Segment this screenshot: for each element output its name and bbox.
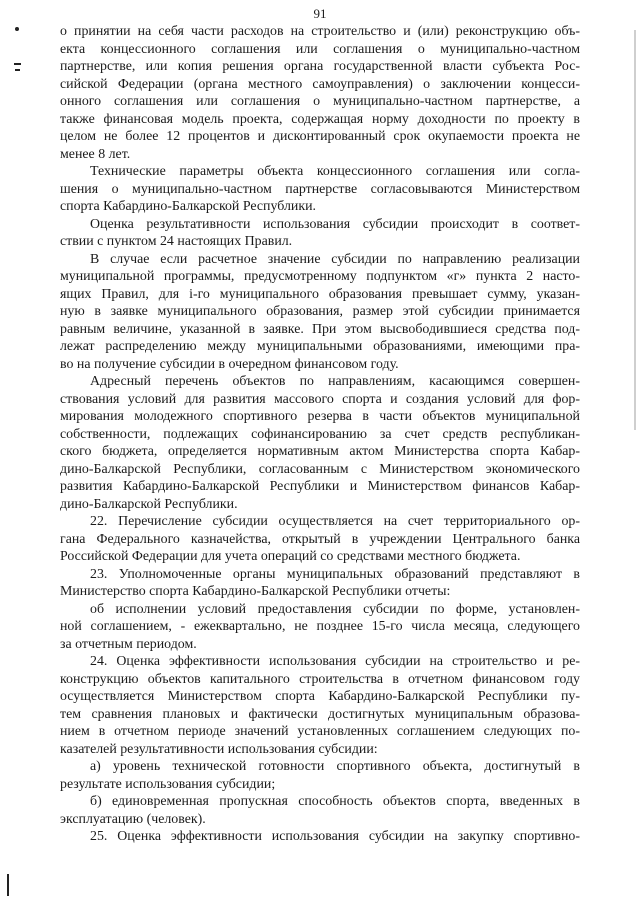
text-line: ствования условий для развития массового спорта и создания условий для фор- [60, 391, 580, 407]
paragraph [60, 513, 580, 566]
text-line: Оценка результативности использования субсидии происходит в соответ- [90, 216, 580, 232]
text-line: целом не более 12 процентов и дисконтированный срок окупаемости проекта не [60, 129, 580, 144]
text-line: онного соглашения или соглашения о муниципально-частном партнерстве, а [60, 94, 580, 109]
text-line: менее 8 лет. [60, 146, 131, 162]
paragraph [60, 566, 580, 601]
text-line: спорта Кабардино-Балкарской Республики. [60, 199, 316, 214]
text-line: результате использования субсидии; [60, 776, 276, 792]
paragraph [60, 601, 580, 654]
scan-speck [7, 874, 9, 896]
text-line: 23. Уполномоченные органы муниципальных образований представляют в [90, 566, 580, 582]
document-body [60, 23, 580, 846]
text-line: ной соглашением, - ежеквартально, не позднее 15-го числа месяца, следующего [60, 619, 580, 634]
paragraph [60, 373, 580, 513]
text-line: 22. Перечисление субсидии осуществляется на счет территориального ор- [90, 514, 580, 529]
page-number: 91 [313, 6, 327, 21]
paragraph [60, 828, 580, 846]
text-line: сийской Федерации (органа местного самоуправления) о заключении концесси- [60, 76, 580, 92]
scan-speck [15, 27, 19, 31]
text-line: Адресный перечень объектов по направлениям, касающимся совершен- [90, 374, 580, 389]
text-line: развития Кабардино-Балкарской Республики и Министерством финансов Кабар- [60, 479, 580, 494]
text-line: ную в заявке муниципального образования, размер этой субсидии принимается [60, 304, 580, 319]
text-line: эксплуатацию (человек). [60, 811, 206, 827]
text-line: ствии с пунктом 24 настоящих Правил. [60, 234, 293, 249]
paragraph [60, 216, 580, 251]
text-line: екта концессионного соглашения или соглашения о муниципально-частном [60, 41, 580, 57]
text-line: 24. Оценка эффективности использования субсидии на строительство и ре- [90, 654, 580, 669]
text-line: мирования молодежного спортивного резерва в части объектов муниципальной [60, 409, 580, 424]
text-line: Российской Федерации для учета операций со средствами местного бюджета. [60, 549, 521, 564]
text-line: во на получение субсидии в очередном финансовом году. [60, 356, 399, 372]
text-line: муниципальной программы, предусмотренному подпунктом «г» пункта 2 насто- [60, 269, 580, 284]
text-line: В случае если расчетное значение субсидии по направлению реализации [90, 251, 580, 267]
text-line: собственности, подлежащих софинансированию за счет средств республикан- [60, 426, 580, 442]
text-line: конструкцию объектов капитального строительства в отчетном финансовом году [60, 671, 580, 687]
text-line: лежат распределению между муниципальными образованиями, имеющими пра- [60, 339, 580, 354]
text-line: осуществляется Министерством спорта Кабардино-Балкарской Республики пу- [60, 689, 580, 704]
text-line: равным величине, указанной в заявке. При этом высвободившиеся средства под- [60, 321, 580, 337]
text-line: казателей результативности использования субсидии: [60, 741, 378, 757]
text-line: Технические параметры объекта концессионного соглашения или согла- [90, 164, 580, 179]
paragraph [60, 23, 580, 163]
paragraph [60, 793, 580, 828]
paragraph [60, 251, 580, 374]
text-line: ящих Правил, для i-го муниципального образования превышает сумму, указан- [60, 286, 580, 302]
scan-edge-shadow [634, 30, 636, 430]
paragraph [60, 163, 580, 216]
scan-speck [14, 63, 21, 65]
text-line: тем сравнения плановых и фактически достигнутых муниципальным образова- [60, 706, 580, 722]
text-line: шения о муниципально-частном партнерстве согласовываются Министерством [60, 181, 580, 197]
paragraph [60, 653, 580, 758]
text-line: Министерство спорта Кабардино-Балкарской Республики отчеты: [60, 584, 451, 599]
text-line: а) уровень технической готовности спортивного объекта, достигнутый в [90, 759, 580, 774]
text-line: дино-Балкарской Республики. [60, 496, 238, 512]
text-line: б) единовременная пропускная способность объектов спорта, введенных в [90, 794, 580, 809]
paragraph [60, 758, 580, 793]
text-line: об исполнении условий предоставления субсидии по форме, установлен- [90, 601, 580, 617]
text-line: также финансовая модель проекта, содержащая норму доходности по проекту в [60, 111, 580, 127]
text-line: за отчетным периодом. [60, 636, 197, 652]
text-line: нием в отчетном периоде значений установленных соглашением следующих по- [60, 724, 580, 739]
scan-speck [15, 69, 20, 71]
text-line: о принятии на себя части расходов на строительство и (или) реконструкцию объ- [60, 24, 580, 39]
text-line: 25. Оценка эффективности использования субсидии на закупку спортивно- [90, 829, 580, 844]
text-line: дино-Балкарской Республики, согласованным с Министерством экономического [60, 461, 580, 477]
text-line: ского бюджета, определяется нормативным актом Министерства спорта Кабар- [60, 444, 580, 459]
text-line: гана Федерального казначейства, открытый в учреждении Центрального банка [60, 531, 580, 547]
text-line: партнерстве, или копия решения органа государственной власти субъекта Рос- [60, 59, 580, 74]
